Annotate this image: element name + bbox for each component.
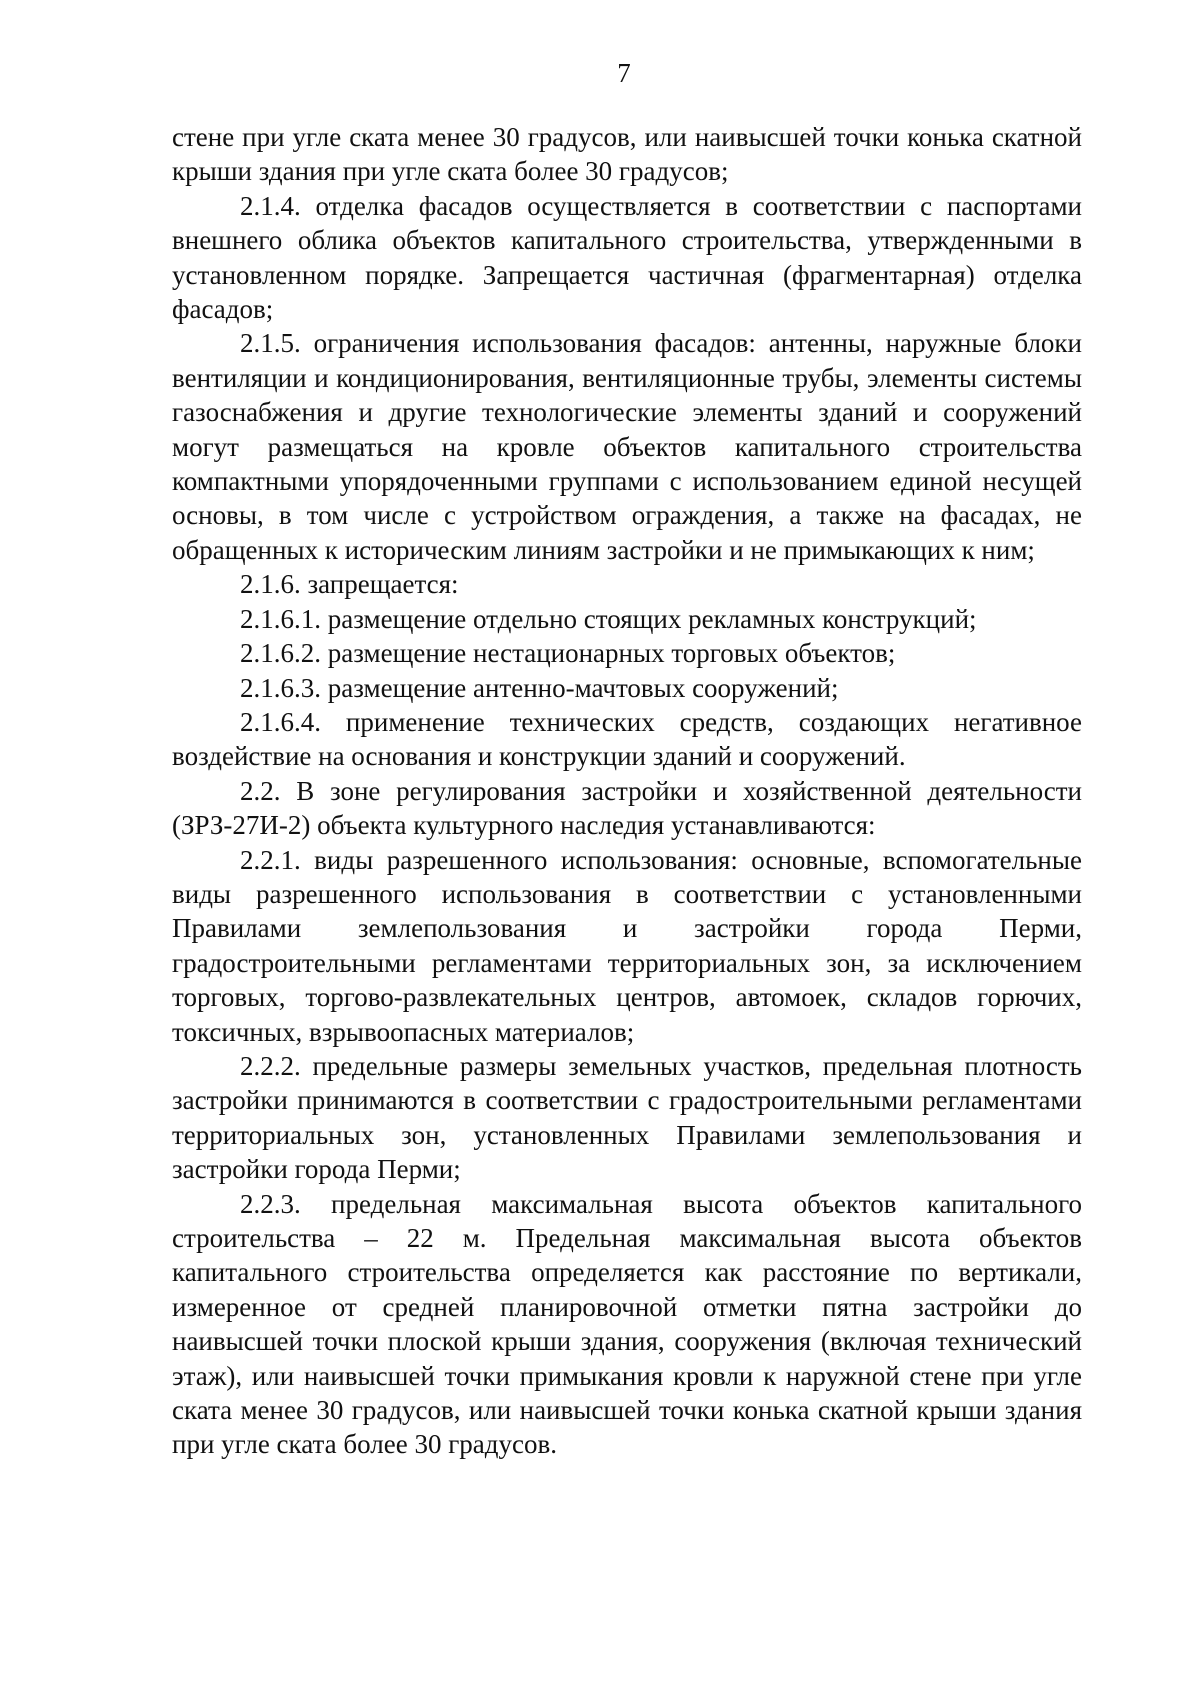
paragraph-2-2-2: 2.2.2. предельные размеры земельных участков, предельная плотность застройки принимаются в соответствии с градостроительными регламентами территориальных зон, установленных Правилами землепользования и застройки города Перми;	[172, 1050, 1082, 1185]
paragraph-2-2: 2.2. В зоне регулирования застройки и хозяйственной деятельности (ЗРЗ-27И-2) объекта культурного наследия устанавливаются:	[172, 775, 1082, 841]
paragraph-2-1-6: 2.1.6. запрещается:	[240, 569, 459, 600]
paragraph-2-1-6-3: 2.1.6.3. размещение антенно-мачтовых сооружений;	[240, 672, 839, 703]
paragraph-2-1-4: 2.1.4. отделка фасадов осуществляется в соответствии с паспортами внешнего облика объектов капитального строительства, утвержденными в установленном порядке. Запрещается частичная (фрагментарная) отделка фасадов;	[172, 190, 1082, 325]
page-number: 7	[617, 58, 631, 88]
paragraph-2-1-5: 2.1.5. ограничения использования фасадов: антенны, наружные блоки вентиляции и кондиционирования, вентиляционные трубы, элементы системы газоснабжения и другие технологические элементы зданий и сооружений могут размещаться на кровле объектов капитального строительства компактными упорядоченными группами с использованием единой несущей основы, в том числе с устройством ограждения, а также на фасадах, не обращенных к историческим линиям застройки и не примыкающих к ним;	[172, 328, 1082, 565]
paragraph-2-1-6-1: 2.1.6.1. размещение отдельно стоящих рекламных конструкций;	[240, 603, 977, 634]
paragraph-2-1-6-2: 2.1.6.2. размещение нестационарных торговых объектов;	[240, 638, 896, 669]
paragraph-continuation: стене при угле ската менее 30 градусов, или наивысшей точки конька скатной крыши здания при угле ската более 30 градусов;	[172, 122, 1082, 187]
document-body	[172, 120, 1082, 1462]
paragraph-2-2-3: 2.2.3. предельная максимальная высота объектов капитального строительства – 22 м. Предельная максимальная высота объектов капитального строительства определяется как расстояние по вертикали, измеренное от средней планировочной отметки пятна застройки до наивысшей точки плоской крыши здания, сооружения (включая технический этаж), или наивысшей точки примыкания кровли к наружной стене при угле ската менее 30 градусов, или наивысшей точки конька скатной крыши здания при угле ската более 30 градусов.	[172, 1188, 1082, 1460]
paragraph-2-1-6-4: 2.1.6.4. применение технических средств, создающих негативное воздействие на основания и конструкции зданий и сооружений.	[172, 706, 1082, 772]
paragraph-2-2-1: 2.2.1. виды разрешенного использования: основные, вспомогательные виды разрешенного использования в соответствии с установленными Правилами землепользования и застройки города Перми, градостроительными регламентами территориальных зон, за исключением торговых, торгово-развлекательных центров, автомоек, складов горючих, токсичных, взрывоопасных материалов;	[172, 844, 1082, 1047]
